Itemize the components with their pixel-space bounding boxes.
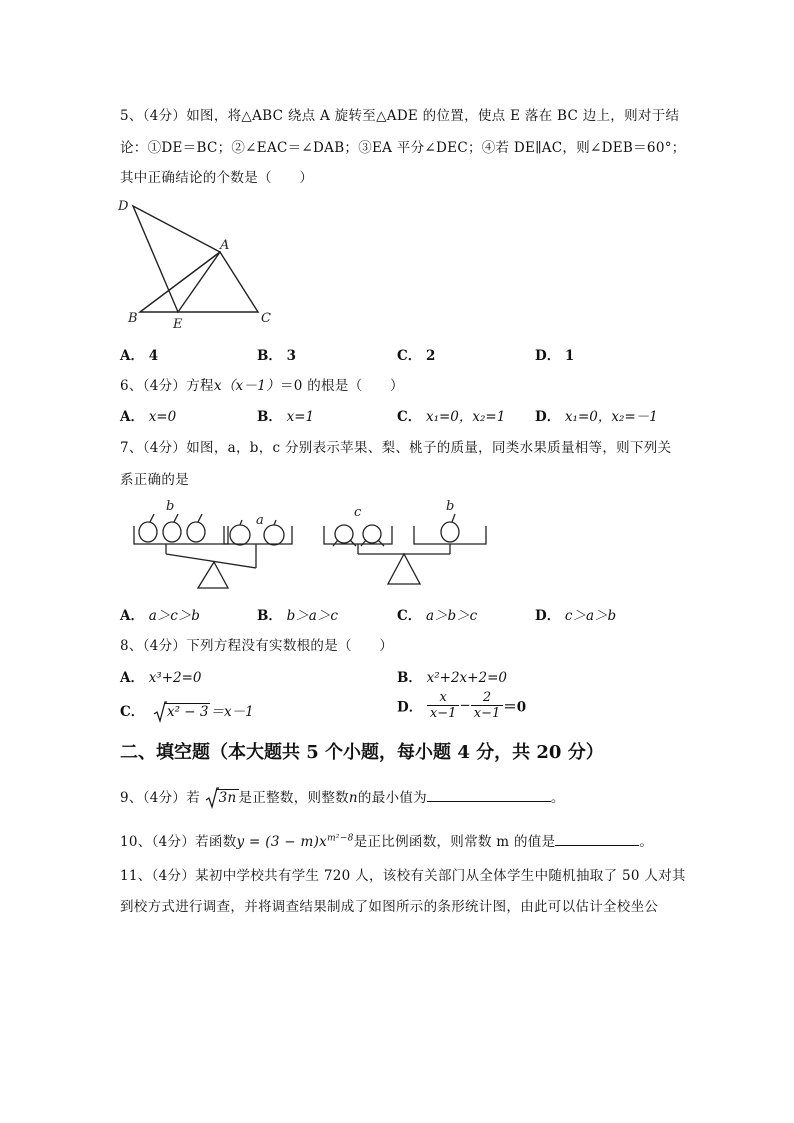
q10-stem: 10、（4分）若函数$y = (3 - m)x^{m^2-8}$是正比例函数，则常数 m 的值是 。 [120, 830, 653, 850]
q10-answer-blank[interactable] [555, 831, 639, 846]
q7-option-d[interactable]: D． c＞a＞b [535, 608, 617, 624]
radical-sign-icon [205, 787, 219, 809]
right-pear [441, 514, 459, 542]
q11-line-2: 到校方式进行调查，并将调查结果制成了如图所示的条形统计图，由此可以估计全校坐公 [120, 899, 659, 915]
q9-stem: 9、（4分）若 3n 是正整数，则整数n的最小值为 。 [120, 786, 565, 806]
q11-line-1: 11、（4分）某初中学校共有学生 720 人，该校有关部门从全体学生中随机抽取了 50 人对其 [120, 868, 686, 884]
triangle-ade [133, 206, 220, 312]
q7-option-b[interactable]: B． b＞a＞c [257, 608, 338, 624]
q8-option-b[interactable]: B． x²+2x+2=0 [397, 670, 507, 686]
label-right-b: b [446, 499, 455, 514]
section-title-fill-in: 二、填空题（本大题共 5 个小题，每小题 4 分，共 20 分） [120, 742, 604, 763]
q8-c-rhs: ＝x－1 [210, 704, 254, 720]
q5-line-2: 论：①DE＝BC；②∠EAC＝∠DAB；③EA 平分∠DEC；④若 DE∥AC，则∠DEB＝60°； [120, 140, 686, 156]
left-pears [139, 514, 205, 542]
q5-option-d[interactable]: D． 1 [535, 348, 575, 364]
q5-line-1: 5、（4分）如图，将△ABC 绕点 A 旋转至△ADE 的位置，使点 E 落在 BC 边上，则对于结 [120, 108, 680, 124]
label-left-a: a [256, 513, 264, 528]
label-d: D [118, 199, 129, 214]
label-b: B [128, 311, 138, 326]
q7-balance-figure [128, 496, 493, 592]
q7-line-2: 系正确的是 [120, 472, 189, 488]
q6-option-a[interactable]: A． x=0 [120, 409, 177, 425]
label-right-c: c [354, 505, 362, 520]
q6-option-b[interactable]: B． x=1 [257, 409, 315, 425]
q5-option-b[interactable]: B． 3 [257, 348, 297, 364]
q5-triangle-figure [110, 194, 285, 334]
label-c: C [261, 311, 271, 326]
right-fulcrum [388, 554, 420, 584]
right-pan-left [324, 526, 392, 544]
right-peaches [333, 525, 384, 546]
q5-line-3: 其中正确结论的个数是（ ） [120, 170, 314, 186]
q7-line-1: 7、（4分）如图，a，b，c 分别表示苹果、梨、桃子的质量，同类水果质量相等，则下列关 [120, 440, 672, 456]
q7-option-c[interactable]: C． a＞b＞c [397, 608, 478, 624]
sqrt-3n: 3n [205, 790, 239, 806]
q8-option-c[interactable]: C． x² − 3 ＝x－1 [120, 700, 254, 720]
fraction-2: $\frac{2}{x-1}$ [471, 690, 504, 721]
q8-option-d[interactable]: D． $\frac{x}{x-1}$ − $\frac{2}{x-1}$ ＝0 [397, 690, 527, 721]
q5-option-a[interactable]: A． 4 [120, 348, 159, 364]
radical-sign-icon [153, 701, 167, 723]
sqrt-expression [153, 704, 211, 720]
q8-option-a[interactable]: A． x³+2=0 [120, 670, 202, 686]
q6-stem: 6、（4分）方程x（x－1）＝0 的根是（ ） [120, 378, 404, 394]
label-a: A [220, 238, 230, 253]
q7-option-a[interactable]: A． a＞c＞b [120, 608, 200, 624]
right-pan-right [414, 526, 486, 544]
sqrt-radicand: x² − 3 [166, 704, 209, 720]
left-fulcrum [198, 562, 228, 588]
q8-stem: 8、（4分）下列方程没有实数根的是（ ） [120, 638, 394, 654]
q9-answer-blank[interactable] [427, 787, 551, 802]
fraction-1: $\frac{x}{x-1}$ [427, 690, 460, 721]
label-left-b: b [166, 499, 175, 514]
q6-option-d[interactable]: D． x₁=0，x₂=－1 [535, 409, 658, 425]
q5-option-c[interactable]: C． 2 [397, 348, 436, 364]
q6-option-c[interactable]: C． x₁=0，x₂=1 [397, 409, 506, 425]
label-e: E [173, 317, 183, 332]
segment-ab [140, 252, 220, 312]
